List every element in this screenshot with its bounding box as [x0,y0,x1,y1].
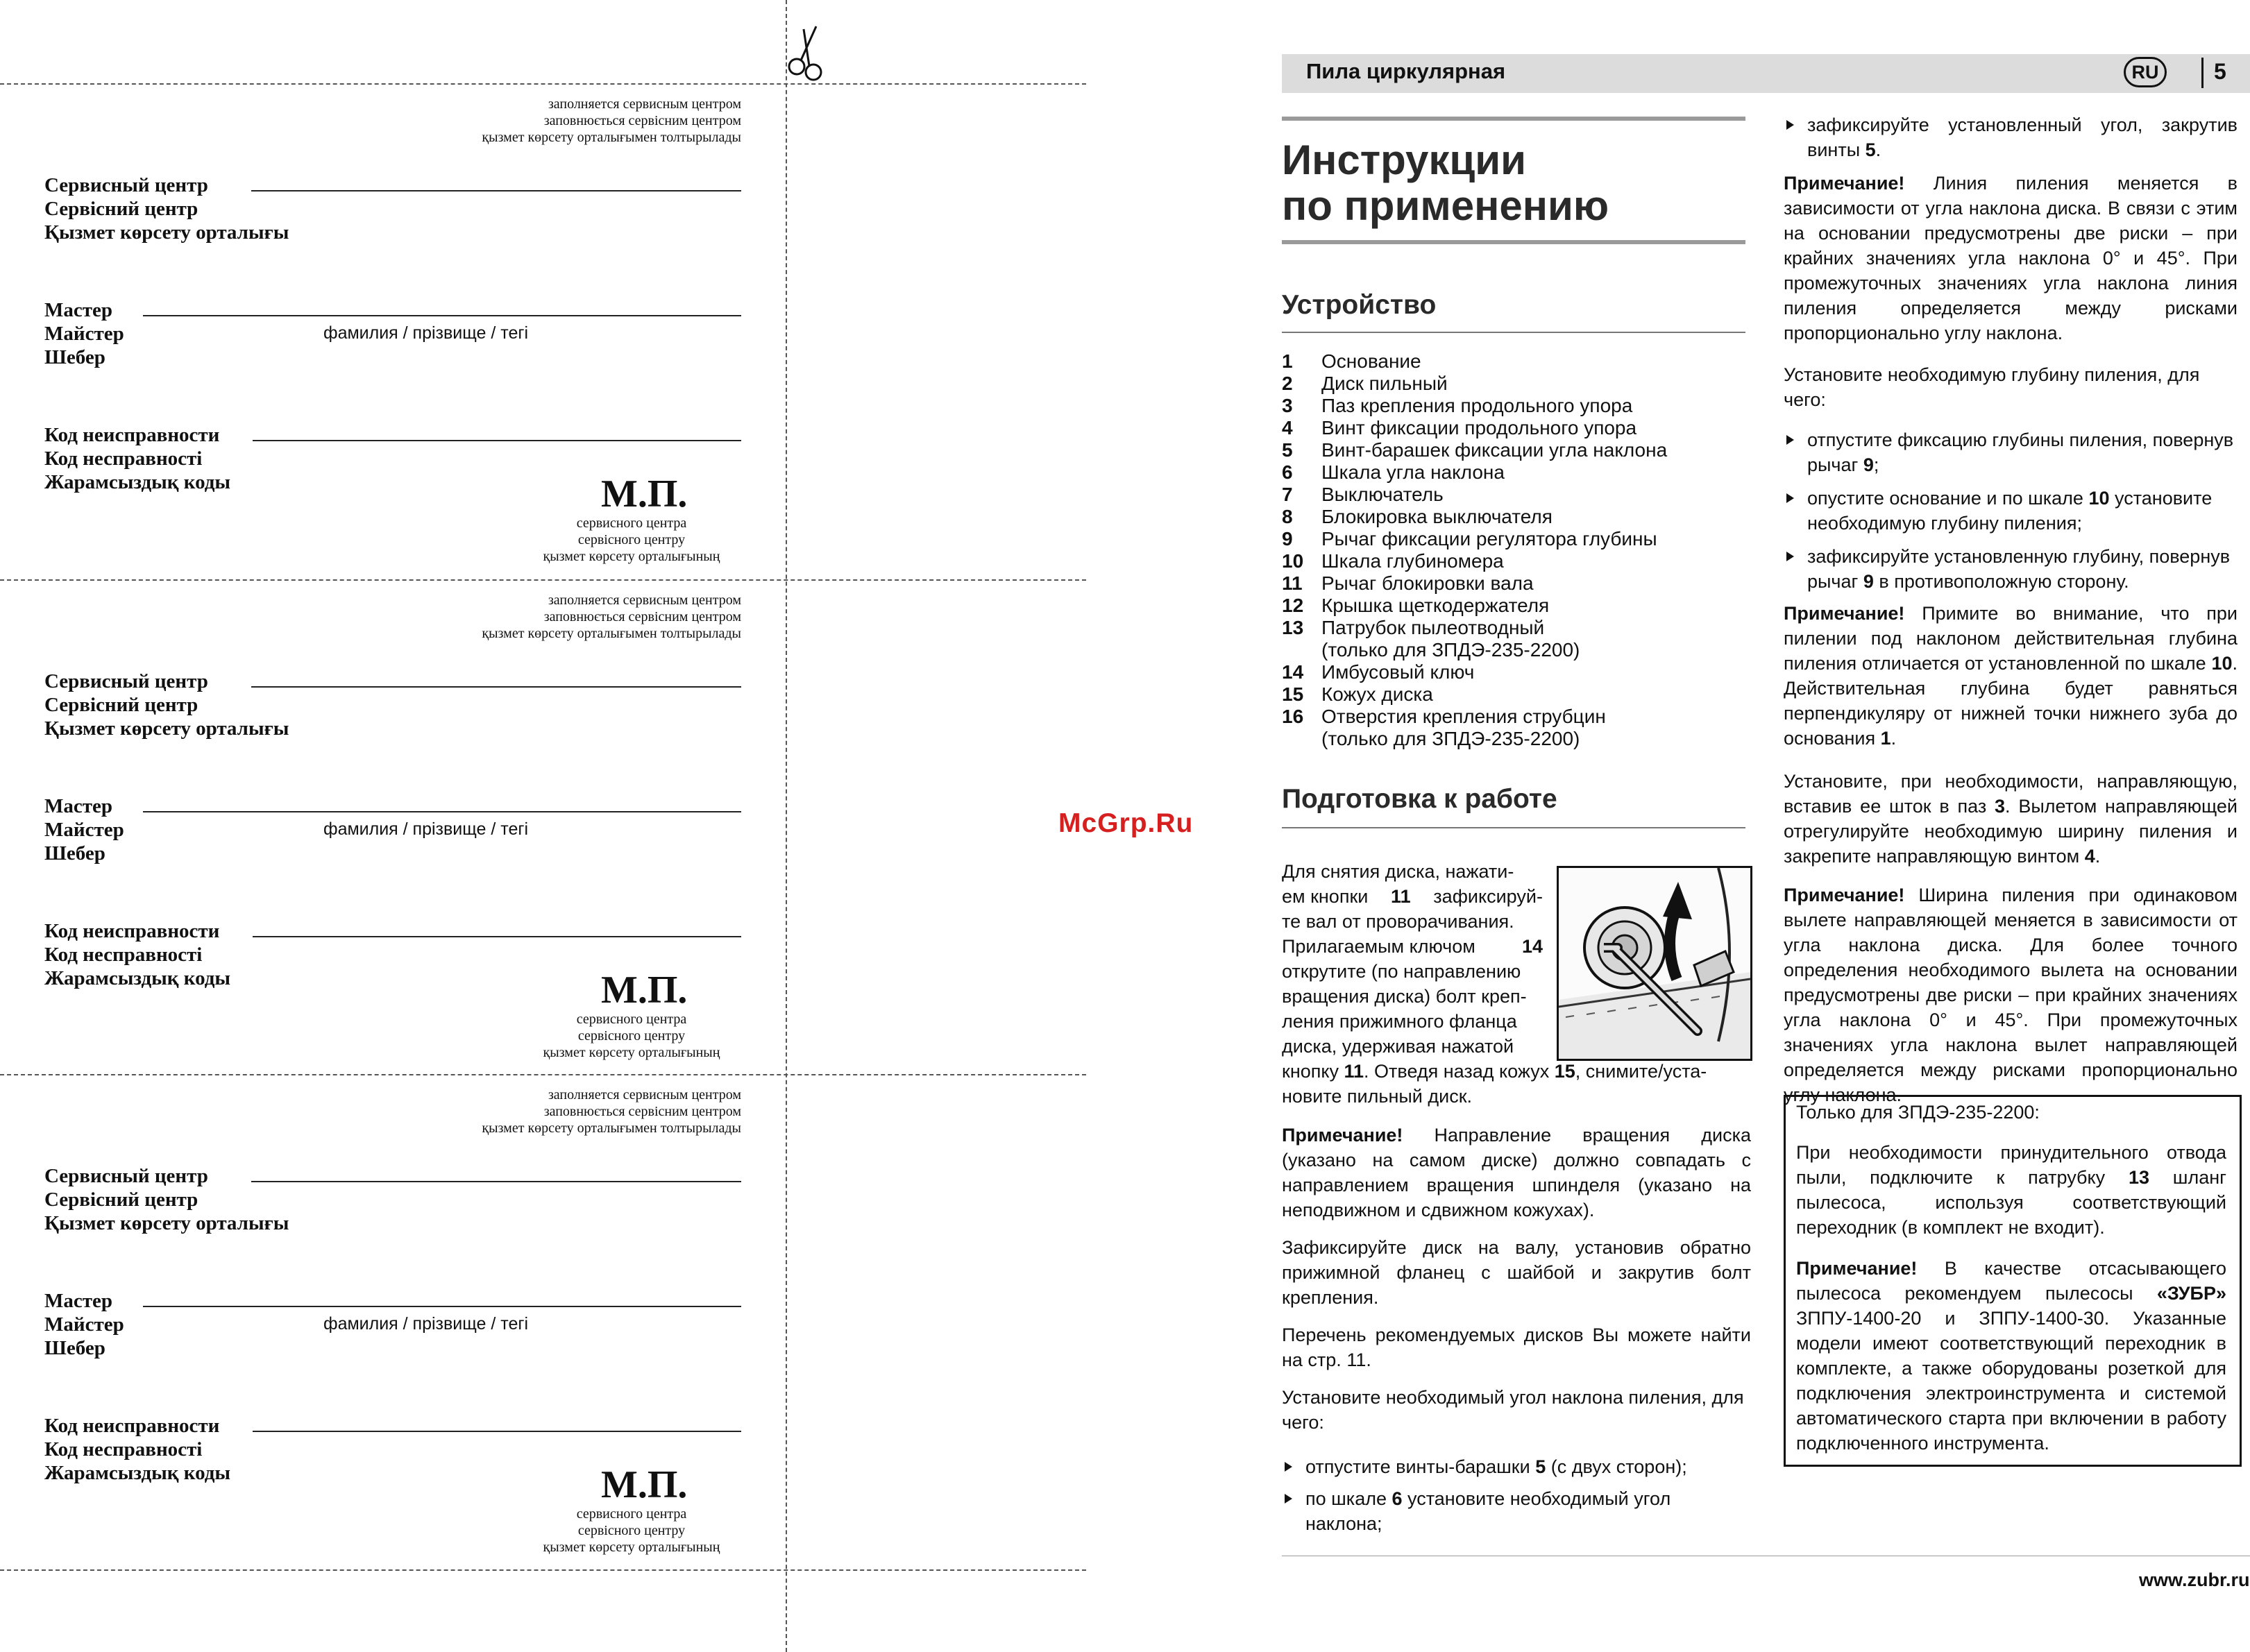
guide-paragraph: Установите, при необходимости, направляющую, вставив ее шток в паз 3. Вылетом направляющей отрегулируйте необходимую ширину пиления и закрепите направляющую винтом 4. [1784,771,2238,867]
coupon-header: заполняется сервисным центром заповнюється сервісним центром қызмет көрсету орталығымен толтырылады [482,96,741,145]
part-number [1282,639,1321,661]
box-title: Только для ЗПДЭ-235-2200: [1796,1102,2040,1123]
name-hint: фамилия / прізвище / тегі [323,323,529,343]
part-number: 13 [1282,617,1304,638]
service-center-label: Сервисный центр Сервісний центр Қызмет көрсету орталығы [44,174,289,244]
angle-intro: Установите необходимый угол наклона пиления, для чего: [1282,1387,1744,1433]
part-number: 6 [1282,461,1293,483]
stamp-label: М.П. [601,969,688,1012]
stamp-caption: сервисного центра сервісного центру қызмет көрсету орталығының [543,516,720,564]
fix-disc-paragraph: Зафиксируйте диск на валу, установив обратно прижимной фланец с шайбой и закрутив болт крепления. [1282,1237,1751,1308]
depth-step-3: зафиксируйте установленную глубину, повернув рычаг 9 в противоположную сторону. [1784,544,2238,594]
fault-code-field[interactable] [253,440,741,441]
parts-list-item [1282,439,1667,461]
part-name: Паз крепления продольного упора [1321,395,1633,416]
parts-list-item [1282,706,1667,728]
title-rule-bottom [1282,240,1745,244]
parts-list-item [1282,350,1667,373]
part-number: 8 [1282,506,1293,527]
stamp-label: М.П. [601,472,688,516]
fault-code-field[interactable] [253,1431,741,1432]
page-number-separator [2201,58,2204,88]
part-number: 4 [1282,417,1293,438]
part-number: 3 [1282,395,1293,416]
box-paragraph-1: При необходимости принудительного отвода пыли, подключите к патрубку 13 шланг пылесоса, используя соответствующий переходник (в комплект не входит). [1796,1142,2226,1238]
part-name: Рычаг фиксации регулятора глубины [1321,528,1657,550]
stamp-label: М.П. [601,1463,688,1506]
part-name: Имбусовый ключ [1321,661,1475,683]
parts-list-item [1282,528,1667,550]
part-number: 1 [1282,350,1293,372]
part-name: Диск пильный [1321,373,1448,394]
page-number: 5 [2214,59,2226,84]
angle-step-2: по шкале 6 установите необходимый угол наклона; [1282,1486,1751,1536]
part-name: Шкала глубиномера [1321,550,1504,572]
depth-intro: Установите необходимую глубину пиления, для чего: [1784,364,2200,410]
part-name: Рычаг блокировки вала [1321,572,1534,594]
part-number [1282,728,1321,750]
master-field[interactable] [143,1306,741,1307]
fault-code-label: Код неисправности Код несправності Жарамсыздық коды [44,1415,231,1484]
part-number: 5 [1282,439,1293,461]
part-name: (только для ЗПДЭ-235-2200) [1321,639,1580,661]
part-number: 2 [1282,373,1293,394]
name-hint: фамилия / прізвище / тегі [323,819,529,839]
master-label: Мастер Майстер Шебер [44,299,124,368]
part-name: Крышка щеткодержателя [1321,595,1550,616]
actual-depth-note: Примечание! Примите во внимание, что при пилении под наклоном действительная глубина пиления отличается от установленной по шкале 10. Действительная глубина будет равняться перпендикуляру от нижней точки нижнего зуба до основания 1. [1784,603,2238,749]
warranty-coupon-2 [0,579,763,1058]
stamp-caption: сервисного центра сервісного центру қызмет көрсету орталығының [543,1506,720,1555]
footer-url[interactable]: www.zubr.ru [2139,1569,2250,1590]
part-name: (только для ЗПДЭ-235-2200) [1321,728,1580,749]
service-center-field[interactable] [251,686,741,688]
coupon-header: заполняется сервисным центром заповнюється сервісним центром қызмет көрсету орталығымен толтырылады [482,1087,741,1136]
disc-list-reference: Перечень рекомендуемых дисков Вы можете найти на стр. 11. [1282,1325,1751,1370]
disc-removal-paragraph: Для снятия диска, нажати- ем кнопки 11 зафиксируй- те вал от проворачивания. Прилагаемым ключом 14 открутите (по направлению вращения диска) болт креп- ления прижимного фланца диска, удерживая нажатой [1282,861,1543,1057]
part-number: 11 [1282,572,1303,594]
scissors-icon [783,24,833,83]
part-number: 12 [1282,595,1304,616]
name-hint: фамилия / прізвище / тегі [323,1314,529,1334]
part-name: Винт фиксации продольного упора [1321,417,1637,438]
parts-list-item [1282,550,1667,572]
cut-width-note: Примечание! Ширина пиления при одинаковом вылете направляющей меняется в зависимости от угла наклона диска. Для более точного определения необходимого вылета на основании предусмотрены две риски – при крайних значениях угла наклона 0° и 45°. При промежуточных значениях угла наклона вылет направляющей определяется между рисками пропорционально углу наклона. [1784,885,2238,1105]
parts-list-item [1282,639,1667,661]
parts-list-item [1282,395,1667,417]
parts-list-item [1282,572,1667,595]
fault-code-label: Код неисправности Код несправності Жарамсыздық коды [44,424,231,493]
angle-step-3: зафиксируйте установленный угол, закрутив винты 5. [1784,112,2238,162]
master-field[interactable] [143,315,741,316]
service-center-field[interactable] [251,1181,741,1182]
parts-list-item [1282,595,1667,617]
part-number: 14 [1282,661,1304,683]
stamp-caption: сервисного центра сервісного центру қызмет көрсету орталығының [543,1012,720,1060]
cut-line-4 [0,1569,1086,1571]
part-name: Отверстия крепления струбцин [1321,706,1606,727]
cut-line-vertical [786,0,787,1652]
page-title: Инструкции по применению [1282,137,1609,229]
depth-step-2: опустите основание и по шкале 10 установите необходимую глубину пиления; [1784,486,2238,536]
parts-list [1282,350,1667,750]
service-center-field[interactable] [251,190,741,191]
language-badge: RU [2124,57,2167,87]
parts-list-item [1282,506,1667,528]
title-rule-top [1282,117,1745,121]
depth-step-1: отпустите фиксацию глубины пиления, повернув рычаг 9; [1784,427,2238,477]
watermark: McGrp.Ru [1058,808,1194,838]
parts-list-item [1282,484,1667,506]
master-label: Мастер Майстер Шебер [44,1290,124,1359]
warranty-coupon-1 [0,83,763,562]
master-field[interactable] [143,811,741,812]
parts-list-item [1282,417,1667,439]
part-number: 9 [1282,528,1293,550]
part-name: Кожух диска [1321,683,1433,705]
part-name: Блокировка выключателя [1321,506,1553,527]
section-heading-prep: Подготовка к работе [1282,784,1557,814]
part-name: Шкала угла наклона [1321,461,1505,483]
part-number: 7 [1282,484,1293,505]
section-rule [1282,332,1745,333]
part-name: Патрубок пылеотводный [1321,617,1545,638]
warranty-coupon-3 [0,1074,763,1553]
part-number: 15 [1282,683,1304,705]
part-name: Основание [1321,350,1421,372]
master-label: Мастер Майстер Шебер [44,795,124,865]
parts-list-item [1282,461,1667,484]
part-name: Винт-барашек фиксации угла наклона [1321,439,1668,461]
coupon-header: заполняется сервисным центром заповнюється сервісним центром қызмет көрсету орталығымен толтырылады [482,593,741,641]
fault-code-label: Код неисправности Код несправності Жарамсыздық коды [44,920,231,989]
parts-list-item [1282,617,1667,639]
fault-code-field[interactable] [253,936,741,937]
parts-list-item [1282,683,1667,706]
rotation-note: Примечание! Направление вращения диска (указано на самом диске) должно совпадать с направлением вращения шпинделя (указано на неподвижном и сдвижном кожухах). [1282,1125,1751,1220]
disc-removal-paragraph-end: кнопку 11. Отведя назад кожух 15, снимите/уста- новите пильный диск. [1282,1061,1707,1107]
wrench-removal-figure [1557,866,1752,1061]
part-number: 16 [1282,706,1304,727]
part-name: Выключатель [1321,484,1444,505]
section-rule [1282,827,1745,828]
parts-list-item [1282,373,1667,395]
service-center-label: Сервисный центр Сервісний центр Қызмет көрсету орталығы [44,670,289,740]
angle-step-1: отпустите винты-барашки 5 (с двух сторон); [1282,1454,1751,1479]
cut-line-note: Примечание! Линия пиления меняется в зависимости от угла наклона диска. В связи с этим на основании предусмотрены две риски – при крайних значениях угла наклона 0° и 45°. При промежуточных значениях угла наклона линия пиления определяется между рисками пропорционально углу наклона. [1784,173,2238,343]
service-center-label: Сервисный центр Сервісний центр Қызмет көрсету орталығы [44,1165,289,1234]
box-paragraph-2: Примечание! В качестве отсасывающего пылесоса рекомендуем пылесосы «ЗУБР» ЗППУ-1400-20 и ЗППУ-1400-30. Указанные модели имеют соответствующий переходник в комплекте, а также оборудованы розеткой для подключения электроинструмента и системой автоматического старта при включении в работу подключенного инструмента. [1796,1258,2226,1454]
part-number: 10 [1282,550,1304,572]
parts-list-item [1282,728,1667,750]
disc-removal-illustration [1559,868,1750,1059]
section-heading-device: Устройство [1282,290,1437,320]
page-header-title: Пила циркулярная [1306,59,1506,83]
parts-list-item [1282,661,1667,683]
